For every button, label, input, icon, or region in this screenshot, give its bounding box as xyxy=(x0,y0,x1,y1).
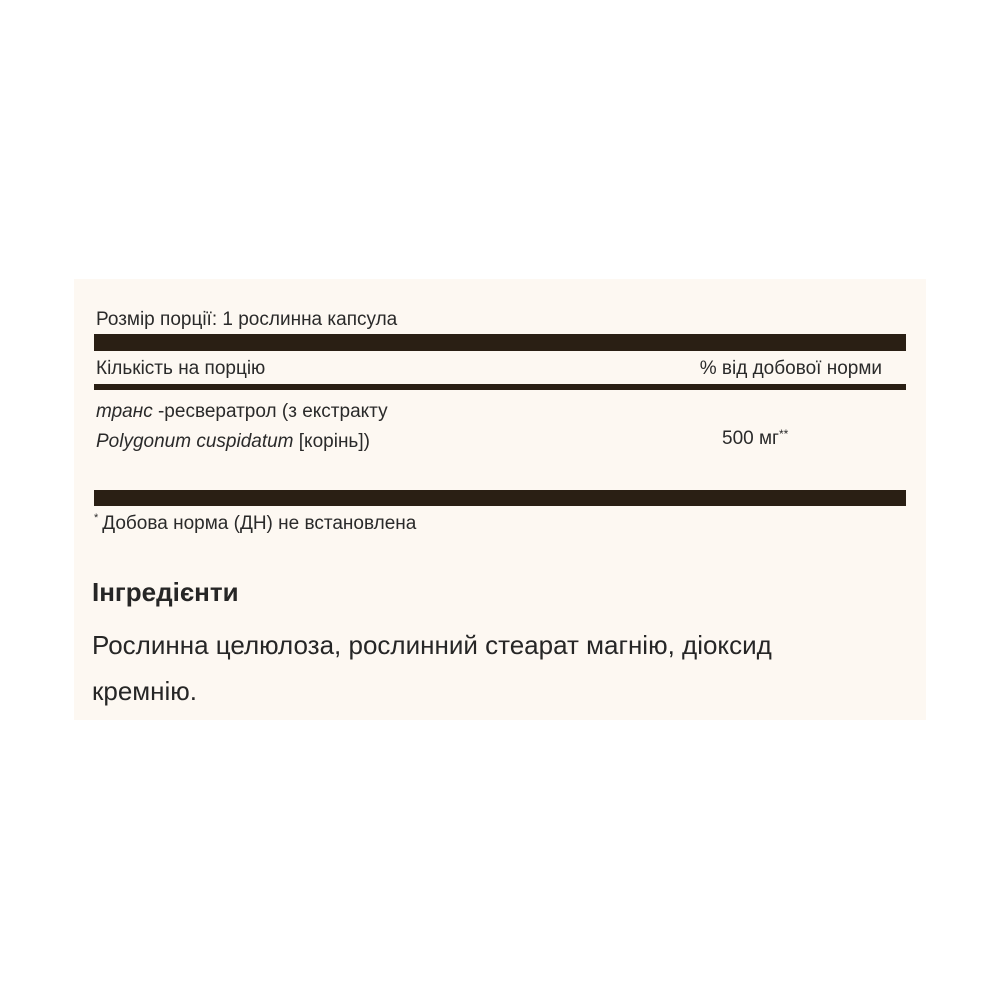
supplement-facts-panel xyxy=(74,279,926,720)
thin-divider xyxy=(94,384,906,390)
thick-divider-top xyxy=(94,334,906,351)
ingredient-name xyxy=(96,397,396,457)
ingredient-name-part2: [корінь]) xyxy=(293,431,370,452)
thick-divider-bottom xyxy=(94,490,906,506)
footnote xyxy=(94,512,416,535)
ingredient-name-part1: -ресвератрол (з екстракту xyxy=(152,401,388,422)
ingredient-latin-name: Polygonum cuspidatum xyxy=(96,431,294,452)
ingredient-name-prefix: транс xyxy=(96,401,153,422)
ingredient-amount-marker: ** xyxy=(778,427,789,441)
serving-size: Розмір порції: 1 рослинна капсула xyxy=(96,309,398,330)
ingredients-text: Рослинна целюлоза, рослинний стеарат магнію, діоксид кремнію. xyxy=(92,630,772,706)
ingredient-amount xyxy=(722,427,788,450)
ingredients-title: Інгредієнти xyxy=(92,577,239,607)
ingredient-amount-value: 500 мг xyxy=(722,428,779,449)
daily-value-header: % від добової норми xyxy=(699,358,882,379)
footnote-marker: * xyxy=(94,512,99,524)
amount-per-serving-header: Кількість на порцію xyxy=(96,358,266,379)
footnote-text: Добова норма (ДН) не встановлена xyxy=(102,513,417,534)
